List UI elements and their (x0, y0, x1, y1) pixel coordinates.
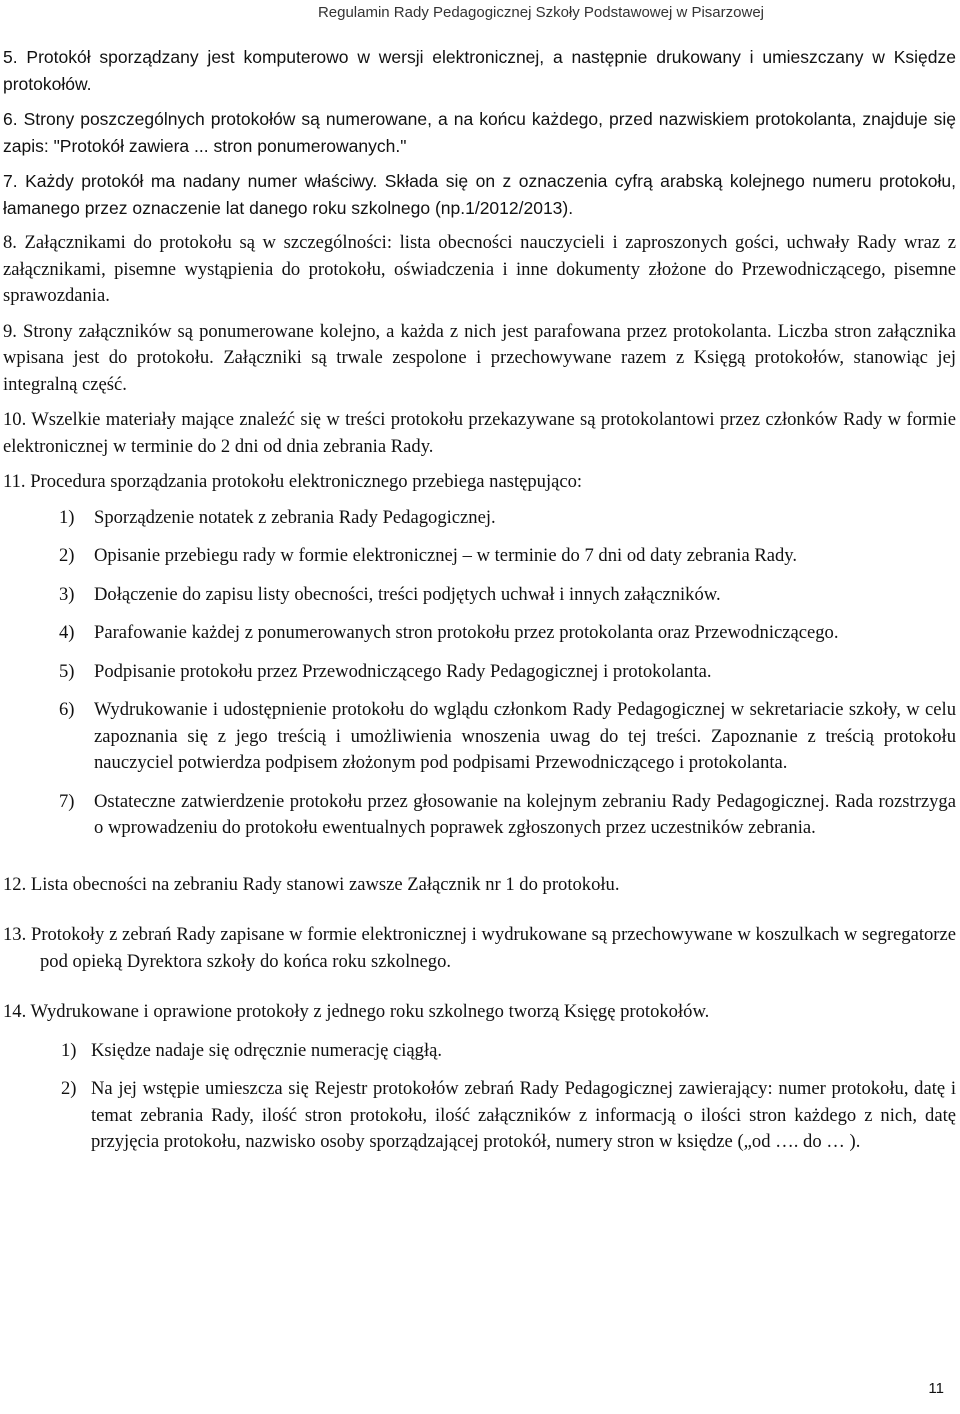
list-item-number: 6) (59, 699, 75, 720)
list-item-number: 1) (59, 506, 75, 528)
list-item-text: Ostateczne zatwierdzenie protokołu przez głosowanie na kolejnym zebraniu Rady Pedagogicznej. Rada rozstrzyga o wprowadzeniu do protokołu ewentualnych poprawek zgłoszonych przez uczestników zebrania. (94, 790, 956, 838)
document-body (3, 44, 956, 1168)
list-item-text: Na jej wstępie umieszcza się Rejestr protokołów zebrań Rady Pedagogicznej zawierający: numer protokołu, datę i temat zebrania Rady, ilość stron protokołu, ilość załączników z informacją o ilości stron każdego z nich, datę przyjęcia protokołu, nazwisko osoby sporządzającej protokół, numery stron w księdze („od …. do … ). (91, 1078, 956, 1152)
paragraph-6: 6. Strony poszczególnych protokołów są numerowane, a na końcu każdego, przed nazwiskiem protokolanta, znajduje się zapis: "Protokół zawiera ... stron ponumerowanych." (3, 109, 956, 156)
header-title: Regulamin Rady Pedagogicznej Szkoły Podstawowej w Pisarzowej (317, 4, 764, 21)
paragraph-14: 14. Wydrukowane i oprawione protokoły z jednego roku szkolnego tworzą Księgę protokołów. (3, 1001, 710, 1022)
paragraph-7: 7. Każdy protokół ma nadany numer właściwy. Składa się on z oznaczenia cyfrą arabską kolejnego numeru protokołu, łamanego przez oznaczenie lat danego roku szkolnego (np.1/2012/2013). (3, 171, 956, 218)
list-item-number: 4) (59, 622, 75, 643)
paragraph-13: 13. Protokoły z zebrań Rady zapisane w formie elektronicznej i wydrukowane są przechowywane w koszulkach w segregatorze pod opieką Dyrektora szkoły do końca roku szkolnego. (3, 924, 956, 972)
page-number: 11 (928, 1379, 944, 1397)
list-item (3, 582, 956, 609)
list-item-number: 2) (61, 1078, 77, 1099)
list-item-text: Dołączenie do zapisu listy obecności, treści podjętych uchwał i innych załączników. (94, 583, 721, 605)
list-item (3, 620, 956, 647)
procedure-list (3, 505, 956, 842)
list-item-number: 1) (61, 1039, 77, 1061)
list-item-text: Opisanie przebiegu rady w formie elektronicznej – w terminie do 7 dni od daty zebrania Rady. (94, 545, 798, 566)
list-item-text: Sporządzenie notatek z zebrania Rady Pedagogicznej. (94, 506, 496, 528)
paragraph-11: 11. Procedura sporządzania protokołu elektronicznego przebiega następująco: (3, 471, 583, 492)
list-item (3, 543, 956, 570)
list-item-text: Podpisanie protokołu przez Przewodniczącego Rady Pedagogicznej i protokolanta. (94, 660, 712, 682)
book-list (3, 1038, 956, 1156)
paragraph-8: 8. Załącznikami do protokołu są w szczególności: lista obecności nauczycieli i zaproszonych gości, uchwały Rady wraz z załącznikami, pisemne wystąpienia do protokołu, oświadczenia i inne dokumenty złożone do Przewodniczącego, pisemne sprawozdania. (3, 232, 956, 306)
paragraph-10: 10. Wszelkie materiały mające znaleźć się w treści protokołu przekazywane są protokolantowi przez członków Rady w formie elektronicznej w terminie do 2 dni od dnia zebrania Rady. (3, 409, 956, 457)
list-item-number: 2) (59, 545, 75, 566)
list-item-text: Wydrukowanie i udostępnienie protokołu do wglądu członkom Rady Pedagogicznej w sekretariacie szkoły, w celu zapoznania się z jego treścią i umożliwienia wnoszenia uwag do tej treści. Zapoznanie z treścią protokołu nauczyciel potwierdza podpisem złożonym pod podpisami Przewodniczącego i protokolanta. (94, 699, 956, 773)
list-item-text: Księdze nadaje się odręcznie numerację ciągłą. (91, 1039, 443, 1061)
list-item (3, 659, 956, 686)
paragraph-12: 12. Lista obecności na zebraniu Rady stanowi zawsze Załącznik nr 1 do protokołu. (3, 873, 620, 895)
list-item-text: Parafowanie każdej z ponumerowanych stron protokołu przez protokolanta oraz Przewodniczącego. (94, 622, 839, 643)
paragraph-9: 9. Strony załączników są ponumerowane kolejno, a każda z nich jest parafowana przez protokolanta. Liczba stron załącznika wpisana jest do protokołu. Załączniki są trwale zespolone i przechowywane razem z Księgą protokołów, stanowiąc jej integralną część. (3, 320, 956, 395)
list-item (3, 505, 956, 532)
list-item (3, 697, 956, 777)
list-item-number: 7) (59, 790, 75, 812)
list-item (3, 789, 956, 842)
paragraph-5: 5. Protokół sporządzany jest komputerowo w wersji elektronicznej, a następnie drukowany i umieszczany w Księdze protokołów. (3, 47, 956, 94)
list-item (3, 1038, 956, 1065)
list-item (3, 1076, 956, 1156)
list-item-number: 5) (59, 660, 75, 682)
list-item-number: 3) (59, 583, 75, 605)
